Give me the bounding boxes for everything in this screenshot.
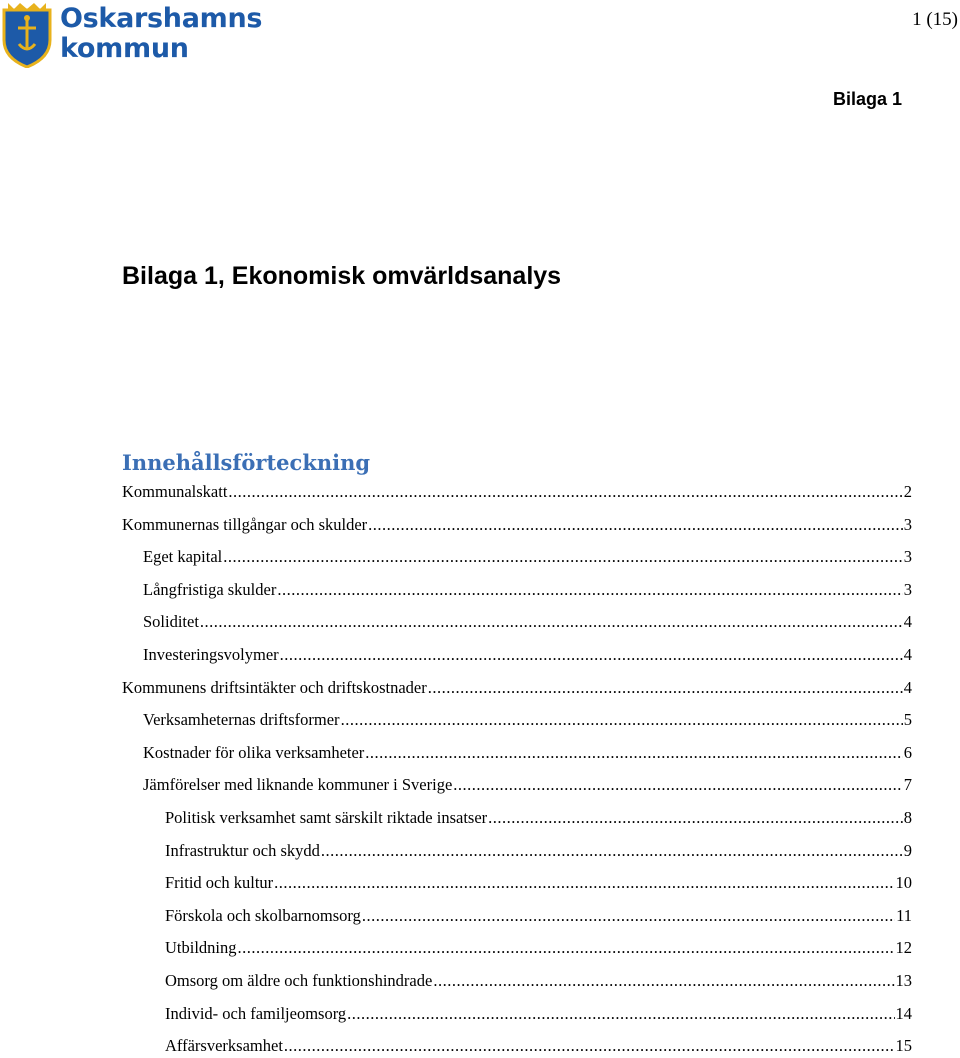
toc-entry[interactable] — [143, 775, 912, 797]
toc-entry[interactable] — [165, 1004, 912, 1026]
municipality-logo — [0, 0, 263, 72]
toc-entry-page: 14 — [895, 1004, 912, 1023]
coat-of-arms-icon — [2, 0, 52, 68]
toc-leader-dots — [238, 938, 895, 958]
toc-entry-page: 6 — [903, 743, 912, 762]
toc-entry[interactable] — [165, 841, 912, 863]
toc-entry[interactable] — [143, 743, 912, 765]
toc-leader-dots — [365, 743, 902, 763]
toc-entry[interactable] — [143, 612, 912, 634]
toc-heading: Innehållsförteckning — [122, 450, 371, 475]
toc-leader-dots — [200, 612, 903, 632]
toc-leader-dots — [488, 808, 903, 828]
toc-leader-dots — [280, 645, 903, 665]
toc-entry-title: Omsorg om äldre och funktionshindrade — [165, 971, 433, 990]
toc-leader-dots — [228, 482, 902, 502]
toc-leader-dots — [284, 1036, 895, 1056]
toc-entry-page: 9 — [903, 841, 912, 860]
toc-entry-title: Långfristiga skulder — [143, 580, 277, 599]
toc-entry-title: Soliditet — [143, 612, 199, 631]
toc-entry-page: 3 — [903, 580, 912, 599]
toc-leader-dots — [223, 547, 902, 567]
toc-entry-page: 10 — [895, 873, 912, 892]
toc-entry-page: 4 — [903, 612, 912, 631]
toc-entry-page: 11 — [896, 906, 912, 925]
toc-leader-dots — [453, 775, 902, 795]
toc-entry-title: Fritid och kultur — [165, 873, 274, 892]
toc-entry-page: 7 — [903, 775, 912, 794]
toc-leader-dots — [433, 971, 894, 991]
toc-entry[interactable] — [143, 580, 912, 602]
toc-entry-title: Individ- och familjeomsorg — [165, 1004, 347, 1023]
toc-entry-page: 2 — [903, 482, 912, 501]
attachment-label: Bilaga 1 — [832, 89, 902, 109]
toc-entry[interactable] — [143, 645, 912, 667]
toc-leader-dots — [368, 515, 903, 535]
toc-entry-page: 4 — [903, 678, 912, 697]
toc-entry[interactable] — [165, 808, 912, 830]
toc-entry-page: 8 — [903, 808, 912, 827]
toc-entry-title: Verksamheternas driftsformer — [143, 710, 340, 729]
toc-entry[interactable] — [165, 906, 912, 928]
toc-entry-title: Kommunernas tillgångar och skulder — [122, 515, 368, 534]
toc-entry-page: 3 — [903, 547, 912, 566]
toc-entry[interactable] — [165, 873, 912, 895]
toc-entry[interactable] — [165, 971, 912, 993]
toc-leader-dots — [277, 580, 902, 600]
toc-entry-page: 13 — [895, 971, 912, 990]
toc-entry-title: Infrastruktur och skydd — [165, 841, 320, 860]
toc-entry-title: Förskola och skolbarnomsorg — [165, 906, 361, 925]
toc-leader-dots — [347, 1004, 894, 1024]
document-title: Bilaga 1, Ekonomisk omvärldsanalys — [122, 262, 562, 290]
page-number: 1 (15) — [912, 9, 958, 30]
toc-entry[interactable] — [143, 547, 912, 569]
toc-leader-dots — [321, 841, 903, 861]
toc-leader-dots — [428, 678, 903, 698]
toc-leader-dots — [362, 906, 895, 926]
toc-entry-title: Affärsverksamhet — [165, 1036, 283, 1055]
toc-entry-title: Eget kapital — [143, 547, 223, 566]
toc-entry-title: Utbildning — [165, 938, 237, 957]
toc-leader-dots — [274, 873, 894, 893]
logo-line-2: kommun — [60, 33, 189, 64]
toc-entry-title: Kostnader för olika verksamheter — [143, 743, 365, 762]
toc-entry[interactable] — [122, 482, 912, 504]
toc-entry-page: 12 — [895, 938, 912, 957]
toc-entry[interactable] — [122, 515, 912, 537]
toc-entry-page: 15 — [895, 1036, 912, 1055]
toc-entry-title: Investeringsvolymer — [143, 645, 279, 664]
toc-entry[interactable] — [165, 938, 912, 960]
toc-entry-page: 4 — [903, 645, 912, 664]
logo-wordmark — [60, 4, 262, 64]
toc-entry-title: Kommunalskatt — [122, 482, 228, 501]
toc-entry-title: Jämförelser med liknande kommuner i Sverige — [143, 775, 453, 794]
toc-leader-dots — [341, 710, 903, 730]
logo-line-1: Oskarshamns — [60, 3, 263, 34]
toc-entry[interactable] — [143, 710, 912, 732]
toc-entry-page: 5 — [903, 710, 912, 729]
toc-entry-title: Politisk verksamhet samt särskilt riktade insatser — [165, 808, 488, 827]
toc-entry-title: Kommunens driftsintäkter och driftskostnader — [122, 678, 427, 697]
toc-entry-page: 3 — [903, 515, 912, 534]
toc-entry[interactable] — [122, 678, 912, 700]
